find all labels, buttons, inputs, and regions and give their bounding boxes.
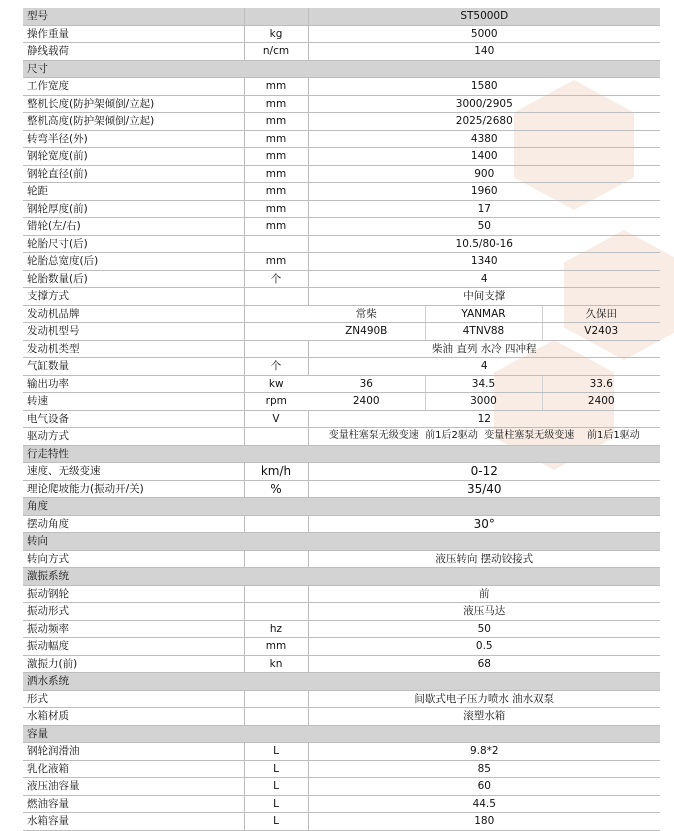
row-value: 50 bbox=[308, 218, 660, 236]
row-unit bbox=[244, 708, 308, 726]
row-value: 间歇式电子压力喷水 油水双泵 bbox=[308, 690, 660, 708]
spec-row bbox=[23, 463, 660, 481]
row-label: 激振力(前) bbox=[23, 655, 244, 673]
row-unit: kg bbox=[244, 25, 308, 43]
row-unit bbox=[244, 550, 308, 568]
spec-row bbox=[23, 760, 660, 778]
row-unit: mm bbox=[244, 200, 308, 218]
row-label: 轮胎总宽度(后) bbox=[23, 253, 244, 271]
row-unit: mm bbox=[244, 148, 308, 166]
row-label: 钢轮厚度(前) bbox=[23, 200, 244, 218]
row-label: 振动频率 bbox=[23, 620, 244, 638]
row-unit: km/h bbox=[244, 463, 308, 481]
row-label: 钢轮润滑油 bbox=[23, 743, 244, 761]
cylinders-row: 气缸数量 个 4 bbox=[23, 358, 660, 376]
row-label: 形式 bbox=[23, 690, 244, 708]
row-unit: L bbox=[244, 760, 308, 778]
row-unit: L bbox=[244, 743, 308, 761]
row-label: 错轮(左/右) bbox=[23, 218, 244, 236]
row-value: 液压马达 bbox=[308, 603, 660, 621]
model-row bbox=[23, 8, 660, 25]
row-value: 30° bbox=[308, 515, 660, 533]
row-unit: mm bbox=[244, 638, 308, 656]
spec-row bbox=[23, 550, 660, 568]
row-label: 钢轮宽度(前) bbox=[23, 148, 244, 166]
row-unit: 个 bbox=[244, 270, 308, 288]
spec-row bbox=[23, 480, 660, 498]
row-value: 85 bbox=[308, 760, 660, 778]
row-value: 10.5/80-16 bbox=[308, 235, 660, 253]
row-value: 0.5 bbox=[308, 638, 660, 656]
spec-row bbox=[23, 690, 660, 708]
spec-row bbox=[23, 200, 660, 218]
spec-row bbox=[23, 708, 660, 726]
row-value: 3000/2905 bbox=[308, 95, 660, 113]
row-label: 速度、无级变速 bbox=[23, 463, 244, 481]
drive-type-2: 变量柱塞泵无级变速 bbox=[484, 430, 575, 442]
spec-row bbox=[23, 43, 660, 61]
row-label: 轮距 bbox=[23, 183, 244, 201]
spec-row bbox=[23, 270, 660, 288]
spec-row bbox=[23, 113, 660, 131]
row-unit: mm bbox=[244, 253, 308, 271]
row-value: 前 bbox=[308, 585, 660, 603]
row-label: 支撑方式 bbox=[23, 288, 244, 306]
row-label: 轮胎数量(后) bbox=[23, 270, 244, 288]
row-label: 水箱容量 bbox=[23, 813, 244, 831]
section-header-travel: 行走特性 bbox=[23, 445, 660, 463]
row-value: 180 bbox=[308, 813, 660, 831]
row-value: 140 bbox=[308, 43, 660, 61]
spec-row bbox=[23, 165, 660, 183]
spec-row bbox=[23, 183, 660, 201]
row-value: 4380 bbox=[308, 130, 660, 148]
row-unit bbox=[244, 690, 308, 708]
row-unit bbox=[244, 585, 308, 603]
row-label: 静线载荷 bbox=[23, 43, 244, 61]
row-value: 滚塑水箱 bbox=[308, 708, 660, 726]
spec-row bbox=[23, 288, 660, 306]
engine-type-row: 发动机类型 柴油 直列 水冷 四冲程 bbox=[23, 340, 660, 358]
spec-row bbox=[23, 235, 660, 253]
row-label: 轮胎尺寸(后) bbox=[23, 235, 244, 253]
row-value: 1340 bbox=[308, 253, 660, 271]
row-label: 整机高度(防护架倾倒/立起) bbox=[23, 113, 244, 131]
row-label: 摆动角度 bbox=[23, 515, 244, 533]
row-value: 35/40 bbox=[308, 480, 660, 498]
row-label: 燃油容量 bbox=[23, 795, 244, 813]
model-label: 型号 bbox=[23, 8, 244, 25]
spec-row bbox=[23, 655, 660, 673]
row-unit: mm bbox=[244, 130, 308, 148]
spec-row bbox=[23, 253, 660, 271]
spec-row bbox=[23, 638, 660, 656]
row-unit: mm bbox=[244, 183, 308, 201]
row-value: 17 bbox=[308, 200, 660, 218]
row-value: 0-12 bbox=[308, 463, 660, 481]
row-unit: % bbox=[244, 480, 308, 498]
section-header-steering: 转向 bbox=[23, 533, 660, 551]
row-value: 中间支撑 bbox=[308, 288, 660, 306]
row-unit: hz bbox=[244, 620, 308, 638]
engine-brand-row: 发动机品牌 常柴 YANMAR 久保田 bbox=[23, 305, 660, 323]
spec-table bbox=[23, 8, 660, 831]
row-unit: n/cm bbox=[244, 43, 308, 61]
row-unit bbox=[244, 235, 308, 253]
row-value: 68 bbox=[308, 655, 660, 673]
electric-row: 电气设备 V 12 bbox=[23, 410, 660, 428]
spec-row bbox=[23, 515, 660, 533]
spec-row bbox=[23, 148, 660, 166]
row-label: 振动钢轮 bbox=[23, 585, 244, 603]
row-unit bbox=[244, 515, 308, 533]
drive-row: 驱动方式 变量柱塞泵无级变速 前1后2驱动 变量柱塞泵无级变速 前1后1驱动 bbox=[23, 428, 660, 446]
row-value: 液压转向 摆动铰接式 bbox=[308, 550, 660, 568]
spec-row bbox=[23, 778, 660, 796]
drive-config-1: 前1后2驱动 bbox=[425, 430, 478, 442]
row-value: 1400 bbox=[308, 148, 660, 166]
model-value: ST5000D bbox=[308, 8, 660, 25]
row-label: 转向方式 bbox=[23, 550, 244, 568]
row-label: 理论爬坡能力(振动开/关) bbox=[23, 480, 244, 498]
spec-row bbox=[23, 130, 660, 148]
row-unit: mm bbox=[244, 95, 308, 113]
section-header-capacity: 容量 bbox=[23, 725, 660, 743]
row-unit: kn bbox=[244, 655, 308, 673]
spec-row bbox=[23, 585, 660, 603]
row-unit: L bbox=[244, 795, 308, 813]
spec-row bbox=[23, 795, 660, 813]
spec-row bbox=[23, 620, 660, 638]
row-unit: L bbox=[244, 778, 308, 796]
spec-row bbox=[23, 603, 660, 621]
row-label: 工作宽度 bbox=[23, 78, 244, 96]
row-value: 44.5 bbox=[308, 795, 660, 813]
row-unit: mm bbox=[244, 218, 308, 236]
section-header-dimensions: 尺寸 bbox=[23, 60, 660, 78]
section-header-water: 洒水系统 bbox=[23, 673, 660, 691]
row-value: 2025/2680 bbox=[308, 113, 660, 131]
row-label: 操作重量 bbox=[23, 25, 244, 43]
speed-row: 转速 rpm 2400 3000 2400 bbox=[23, 393, 660, 411]
row-unit: mm bbox=[244, 78, 308, 96]
row-value: 900 bbox=[308, 165, 660, 183]
row-value: 5000 bbox=[308, 25, 660, 43]
row-label: 乳化液箱 bbox=[23, 760, 244, 778]
engine-model-row: 发动机型号 ZN490B 4TNV88 V2403 bbox=[23, 323, 660, 341]
row-label: 钢轮直径(前) bbox=[23, 165, 244, 183]
spec-row bbox=[23, 78, 660, 96]
row-unit: mm bbox=[244, 165, 308, 183]
power-row: 输出功率 kw 36 34.5 33.6 bbox=[23, 375, 660, 393]
drive-config-2: 前1后1驱动 bbox=[586, 430, 640, 442]
row-label: 水箱材质 bbox=[23, 708, 244, 726]
row-value: 1960 bbox=[308, 183, 660, 201]
row-unit bbox=[244, 603, 308, 621]
row-value: 1580 bbox=[308, 78, 660, 96]
row-value: 9.8*2 bbox=[308, 743, 660, 761]
row-label: 振动形式 bbox=[23, 603, 244, 621]
row-unit bbox=[244, 288, 308, 306]
row-label: 液压油容量 bbox=[23, 778, 244, 796]
row-value: 50 bbox=[308, 620, 660, 638]
row-label: 振动幅度 bbox=[23, 638, 244, 656]
spec-row bbox=[23, 813, 660, 831]
spec-row bbox=[23, 25, 660, 43]
spec-row bbox=[23, 95, 660, 113]
spec-row bbox=[23, 218, 660, 236]
row-label: 整机长度(防护架倾倒/立起) bbox=[23, 95, 244, 113]
spec-row bbox=[23, 743, 660, 761]
section-header-vibration: 激振系统 bbox=[23, 568, 660, 586]
row-unit: mm bbox=[244, 113, 308, 131]
row-value: 60 bbox=[308, 778, 660, 796]
row-value: 4 bbox=[308, 270, 660, 288]
drive-type-1: 变量柱塞泵无级变速 bbox=[328, 430, 419, 442]
section-header-angle: 角度 bbox=[23, 498, 660, 516]
row-label: 转弯半径(外) bbox=[23, 130, 244, 148]
row-unit: L bbox=[244, 813, 308, 831]
